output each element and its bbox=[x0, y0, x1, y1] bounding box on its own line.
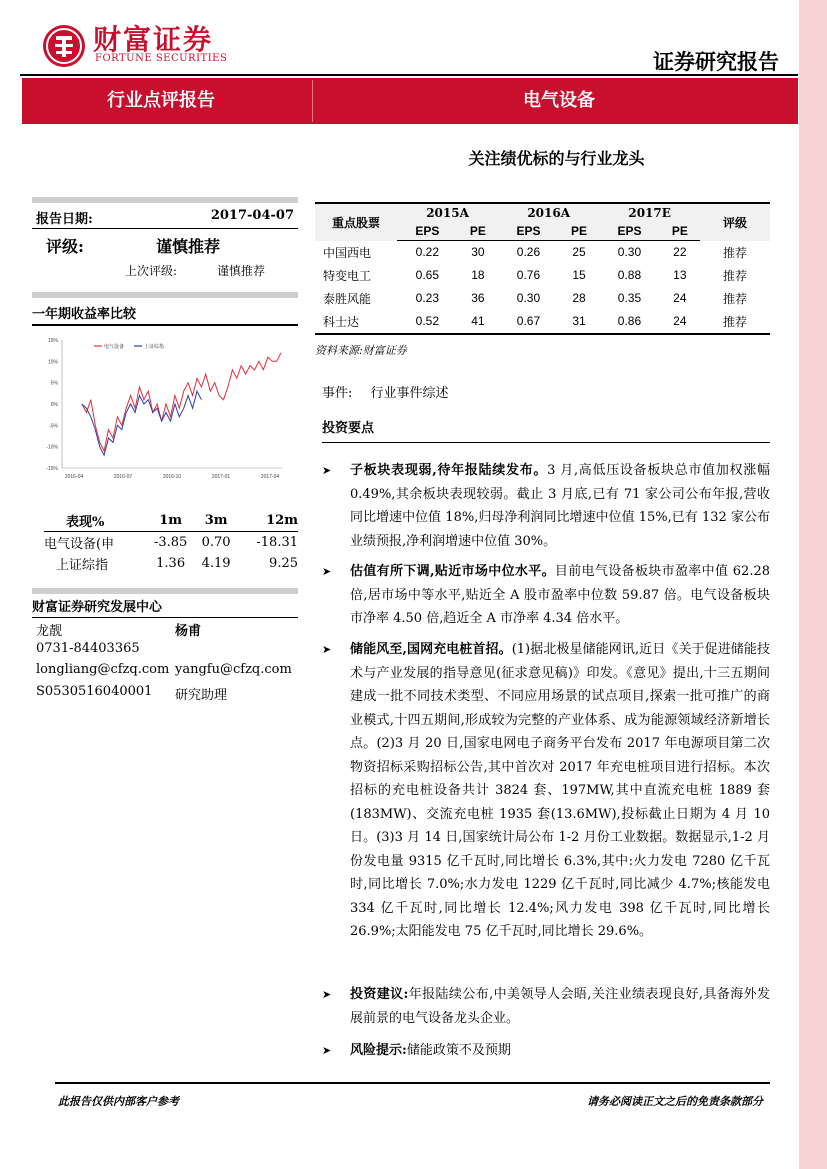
perf-cell: 9.25 bbox=[269, 556, 298, 571]
analyst-cert-no: S0530516040001 bbox=[36, 684, 153, 699]
report-date-row bbox=[32, 206, 298, 229]
x-tick-label: 2016-04 bbox=[64, 474, 84, 480]
y-tick-label: -5% bbox=[49, 423, 58, 430]
bullet-text: 储能政策不及预期 bbox=[406, 1043, 511, 1058]
stock-cell: 31 bbox=[559, 310, 599, 334]
col-header-year: 2015A bbox=[397, 203, 498, 222]
bullet-heading: 子板块表现弱,待年报陆续发布。 bbox=[350, 463, 548, 478]
stock-cell: 0.67 bbox=[498, 310, 559, 334]
col-subheader: PE bbox=[458, 222, 498, 241]
stock-cell: 24 bbox=[673, 291, 687, 305]
col-header-year: 2017E bbox=[599, 203, 700, 222]
stock-cell: 0.65 bbox=[415, 268, 439, 282]
stock-cell: 0.52 bbox=[397, 310, 458, 334]
bullet-text: 年报陆续公布,中美领导人会晤,关注业绩表现良好,具备海外发展前景的电气设备龙头企业。 bbox=[350, 987, 770, 1026]
rating-label: 评级: bbox=[46, 237, 84, 256]
bullet-item bbox=[322, 983, 770, 1030]
table-row bbox=[44, 553, 298, 574]
stock-rating: 推荐 bbox=[722, 268, 747, 283]
brand-name-cn: 财富证券 bbox=[93, 23, 214, 56]
footer-disclaimer-left: 此报告仅供内部客户参考 bbox=[58, 1095, 179, 1108]
bullet-text: 3 月,高低压设备板块总市值加权涨幅 0.49%,其余板块表现较弱。截止 3 月底,已有 71 家公司公布年报,营收同比增速中位值 18%,归母净利润同比增速中位值 15%,已有 132 家公布业绩预报,净利润增速中位值 30%。 bbox=[350, 463, 770, 549]
analyst-name: 龙靓 bbox=[36, 624, 63, 639]
stock-rating: 推荐 bbox=[722, 291, 747, 306]
x-tick-label: 2017-01 bbox=[211, 474, 231, 480]
perf-title: 表现% bbox=[44, 510, 146, 532]
stock-cell: 0.23 bbox=[415, 291, 439, 305]
x-tick-label: 2017-04 bbox=[260, 474, 280, 480]
perf-cell: 0.70 bbox=[201, 535, 231, 550]
prev-rating-label: 上次评级: bbox=[125, 264, 178, 278]
performance-table bbox=[44, 510, 298, 574]
table-row bbox=[315, 203, 770, 222]
stock-cell: 13 bbox=[673, 268, 687, 282]
series-line-shanghai-index bbox=[82, 391, 201, 455]
perf-row-name: 电气设备(申 bbox=[44, 537, 115, 552]
divider-bar bbox=[32, 292, 298, 298]
table-row bbox=[44, 510, 298, 532]
bullet-arrow-icon: ➤ bbox=[322, 1044, 332, 1057]
stock-cell: 18 bbox=[471, 268, 485, 282]
table-row bbox=[44, 532, 298, 554]
banner-industry: 电气设备 bbox=[523, 90, 595, 111]
bullet-item bbox=[322, 1039, 770, 1063]
y-tick-label: -10% bbox=[46, 444, 58, 451]
perf-cell: 4.19 bbox=[201, 556, 231, 571]
research-center-title: 财富证券研究发展中心 bbox=[32, 596, 298, 618]
stock-rating: 推荐 bbox=[722, 245, 747, 260]
bullet-arrow-icon: ➤ bbox=[322, 643, 332, 656]
series-line-electrical-equipment bbox=[82, 353, 281, 451]
key-stocks-table bbox=[315, 202, 770, 335]
legend-label: 电气设备 bbox=[104, 344, 125, 350]
stock-table-body bbox=[315, 241, 770, 334]
assistant-role: 研究助理 bbox=[175, 688, 228, 703]
col-header-stock: 重点股票 bbox=[315, 203, 397, 241]
stock-name: 科士达 bbox=[315, 310, 397, 334]
stock-cell: 0.30 bbox=[617, 245, 642, 260]
footer-disclaimer-right: 请务必阅读正文之后的免责条款部分 bbox=[587, 1095, 763, 1108]
return-comparison-chart bbox=[32, 326, 298, 498]
date-label: 报告日期: bbox=[36, 212, 93, 227]
bullet-heading: 估值有所下调,贴近市场中位水平。 bbox=[350, 564, 555, 579]
stock-cell: 0.76 bbox=[516, 268, 541, 282]
stock-name: 特变电工 bbox=[323, 268, 372, 283]
stock-cell: 41 bbox=[458, 310, 498, 334]
stock-cell: 25 bbox=[572, 245, 586, 260]
prev-rating-value: 谨慎推荐 bbox=[217, 264, 266, 278]
bullet-item bbox=[322, 638, 770, 944]
stock-cell: 30 bbox=[471, 245, 485, 260]
event-text: 行业事件综述 bbox=[370, 386, 449, 401]
col-subheader: PE bbox=[660, 222, 700, 241]
perf-cell: 1.36 bbox=[156, 556, 186, 571]
bullet-arrow-icon: ➤ bbox=[322, 464, 332, 477]
bullet-text: 目前电气设备板块市盈率中值 62.28 倍,居市场中等水平,贴近全 A 股市盈率中位数 59.87 倍。电气设备板块市净率 4.50 倍,趋近全 A 市净率 4.34 倍水平。 bbox=[350, 564, 770, 626]
col-subheader: EPS bbox=[397, 222, 458, 241]
assistant-name: 杨甫 bbox=[175, 624, 202, 639]
x-tick-label: 2016-10 bbox=[162, 474, 182, 480]
chart-title: 一年期收益率比较 bbox=[32, 303, 298, 326]
header-rule bbox=[20, 74, 798, 76]
divider-bar bbox=[32, 197, 298, 203]
footer-rule bbox=[55, 1082, 770, 1084]
divider-bar bbox=[32, 588, 298, 594]
bullet-item bbox=[322, 560, 770, 631]
bullet-text: (1)据北极星储能网讯,近日《关于促进储能技术与产业发展的指导意见(征求意见稿)》印发。《意见》提出,十三五期间建成一批不同技术类型、不同应用场景的试点项目,探索一批可推广的商业模式,十四五期间,形成较为完整的产业体系、成为能源领域经济新增长点。(2)3 月 20 日,国家电网电子商务平台发布 2017 年电源项目第二次物资招标采购招标公告,其中首次对 2017 年充电桩项目进行招标。本次招标的充电桩设备共计 3824 套、197MW,其中直流充电桩 1889 套(183MW)、交流充电桩 1935 套(13.6MW),投标截止日期为 4 月 10 日。(3)3 月 14 日,国家统计局公布 1-2 月份工业数据。数据显示,1-2 月份发电量 9315 亿千瓦时,同比增长 6.3%,其中:火力发电 7280 亿千瓦时,同比增长 7.0%;水力发电 1229 亿千瓦时,同比减少 4.7%;核能发电 334 亿千瓦时,同比增长 12.4%;风力发电 398 亿千瓦时,同比增长 26.9%;太阳能发电 75 亿千瓦时,同比增长 29.6%。 bbox=[350, 642, 770, 939]
document-type: 证券研究报告 bbox=[653, 49, 779, 74]
data-source: 资料来源:财富证券 bbox=[315, 344, 407, 357]
stock-cell: 15 bbox=[572, 268, 586, 282]
bullet-heading: 风险提示: bbox=[350, 1043, 407, 1058]
brand-logo-icon bbox=[43, 25, 85, 67]
event-row bbox=[322, 382, 449, 401]
y-tick-label: -15% bbox=[46, 466, 58, 472]
event-label: 事件: bbox=[322, 386, 353, 401]
table-row bbox=[315, 264, 770, 287]
stock-cell: 0.86 bbox=[599, 310, 659, 334]
analyst-email: longliang@cfzq.com bbox=[36, 662, 170, 677]
perf-header: 3m bbox=[195, 510, 237, 532]
perf-cell: -3.85 bbox=[153, 535, 188, 550]
bullet-heading: 储能风至,国网充电桩首招。 bbox=[350, 642, 512, 657]
col-header-year: 2016A bbox=[498, 203, 599, 222]
key-points-title: 投资要点 bbox=[322, 417, 770, 443]
y-tick-label: 0% bbox=[50, 402, 58, 408]
date-value: 2017-04-07 bbox=[210, 208, 294, 223]
brand-name-en: FORTUNE SECURITIES bbox=[95, 53, 228, 64]
stock-rating: 推荐 bbox=[700, 310, 770, 334]
table-row bbox=[315, 287, 770, 310]
col-header-rating: 评级 bbox=[700, 203, 770, 241]
report-title: 关注绩优标的与行业龙头 bbox=[468, 149, 645, 168]
analyst-phone: 0731-84403365 bbox=[36, 641, 140, 656]
stock-cell: 0.26 bbox=[516, 245, 541, 260]
bullet-arrow-icon: ➤ bbox=[322, 988, 332, 1001]
table-row bbox=[315, 310, 770, 334]
rating-value: 谨慎推荐 bbox=[156, 237, 221, 256]
stock-cell: 0.30 bbox=[516, 291, 541, 305]
stock-cell: 36 bbox=[471, 291, 485, 305]
stock-name: 泰胜风能 bbox=[323, 291, 372, 306]
stock-cell: 0.22 bbox=[415, 245, 439, 260]
y-tick-label: 10% bbox=[47, 359, 58, 366]
rating-row bbox=[46, 234, 298, 257]
banner-divider bbox=[312, 80, 313, 122]
right-edge-strip bbox=[799, 0, 827, 1169]
stock-name: 中国西电 bbox=[323, 245, 372, 260]
bullet-arrow-icon: ➤ bbox=[322, 565, 332, 578]
perf-cell: -18.31 bbox=[256, 535, 298, 550]
col-subheader: PE bbox=[559, 222, 599, 241]
col-subheader: EPS bbox=[599, 222, 659, 241]
x-tick-label: 2016-07 bbox=[113, 474, 133, 480]
previous-rating-row bbox=[125, 262, 298, 279]
perf-header: 1m bbox=[146, 510, 195, 532]
bullet-item bbox=[322, 459, 770, 553]
perf-header: 12m bbox=[237, 510, 298, 532]
legend-label: 上证综指 bbox=[144, 344, 165, 350]
y-tick-label: 15% bbox=[47, 338, 58, 344]
stock-cell: 28 bbox=[572, 291, 586, 305]
assistant-email: yangfu@cfzq.com bbox=[175, 662, 292, 677]
stock-cell: 0.35 bbox=[617, 291, 642, 305]
perf-row-name: 上证综指 bbox=[56, 558, 109, 573]
col-subheader: EPS bbox=[498, 222, 559, 241]
bullet-heading: 投资建议: bbox=[350, 987, 409, 1002]
stock-cell: 0.88 bbox=[617, 268, 642, 282]
banner-report-type: 行业点评报告 bbox=[107, 90, 215, 111]
y-tick-label: 5% bbox=[50, 380, 58, 387]
stock-cell: 24 bbox=[660, 310, 700, 334]
table-row bbox=[315, 241, 770, 264]
stock-cell: 22 bbox=[673, 245, 687, 260]
